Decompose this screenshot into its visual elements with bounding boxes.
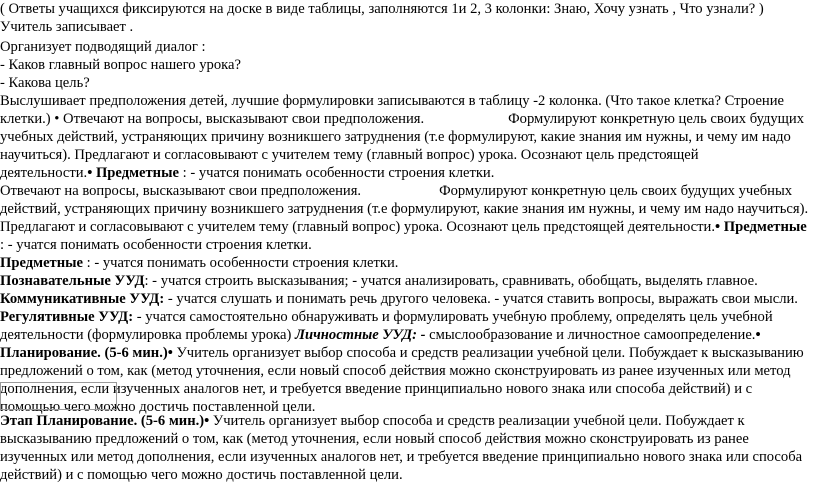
text-run: высказыванию предложений о том, как (метод уточнения, если новый способ действия можно сконструировать из ранее	[0, 431, 749, 447]
paragraph-line	[0, 74, 90, 93]
text-run: : - учатся понимать особенности строения клетки.	[83, 255, 399, 271]
paragraph-line	[0, 164, 494, 183]
text-run: Учитель записывает .	[0, 19, 134, 35]
text-run: деятельности (формулировка проблемы урока)	[0, 327, 296, 343]
text-run: действий) и с помощью чего можно достичь поставленной цели.	[0, 467, 403, 483]
bold-term: • Предметные	[715, 219, 807, 235]
bullet-glyph: •	[755, 327, 761, 343]
text-run: : - учатся понимать особенности строения клетки.	[0, 237, 312, 253]
text-run: ( Ответы учащихся фиксируются на доске в виде таблицы, заполняются 1и 2, 3 колонки: Знаю, Хочу узнать , Что узнали? )	[0, 1, 764, 17]
text-run: - Какова цель?	[0, 75, 90, 91]
bold-term: • Предметные	[87, 165, 179, 181]
paragraph-line	[0, 272, 758, 291]
text-run: Отвечают на вопросы, высказывают свои предположения.	[0, 183, 362, 199]
bold-term: Познавательные УУД	[0, 273, 145, 289]
text-run: клетки.)	[0, 111, 55, 127]
text-run: изученных или метод дополнения, если изученных аналогов нет, и требуется введение принципиально нового знака или способа	[0, 449, 803, 465]
bold-term: Этап Планирование. (5-6 мин.)	[0, 413, 205, 429]
text-run: - учатся слушать и понимать речь другого человека. - учатся ставить вопросы, выражать свои мысли.	[164, 291, 798, 307]
paragraph-line	[0, 92, 784, 111]
text-run: деятельности.	[0, 165, 88, 181]
paragraph-line	[0, 146, 699, 165]
text-run: • Отвечают на вопросы, высказывают свои предположения.	[54, 111, 425, 127]
paragraph-line	[0, 0, 764, 19]
text-run: : - учатся понимать особенности строения клетки.	[178, 165, 495, 181]
paragraph-line	[0, 236, 312, 255]
text-run: Выслушивает предположения детей, лучшие формулировки записываются в таблицу -2 колонка. (Что такое клетка? Строение	[0, 93, 785, 109]
paragraph-line	[0, 218, 807, 237]
bold-term: Предметные	[0, 255, 84, 271]
paragraph-line	[0, 362, 791, 381]
paragraph-line	[0, 430, 749, 449]
bold-term: Планирование. (5-6 мин.)	[0, 345, 168, 361]
paragraph-line	[0, 254, 398, 273]
bold-term: Личностные УУД: -	[295, 327, 426, 343]
paragraph-line	[0, 466, 403, 485]
paragraph-line	[0, 110, 804, 129]
paragraph-line	[0, 18, 133, 37]
text-run: смыслообразование и личностное самоопределение.	[425, 327, 756, 343]
bold-term: Регулятивные УУД:	[0, 309, 134, 325]
paragraph-line	[0, 412, 745, 431]
text-run: Учитель организует выбор способа и средств реализации учебной цели. Побуждает к	[209, 413, 745, 429]
paragraph-line	[0, 128, 791, 147]
text-run: Предлагают и согласовывают с учителем тему (главный вопрос) урока. Осознают цель предстоящей деятельности.	[0, 219, 715, 235]
text-run: действий, устраняющих причину возникшего затруднения (т.е формулируют, какие знания им нужны, и чему им надо научиться).	[0, 201, 809, 217]
bold-term: Коммуникативные УУД:	[0, 291, 165, 307]
paragraph-line	[0, 326, 761, 345]
text-run: - учатся самостоятельно обнаруживать и формулировать учебную проблему, определять цель учебной	[133, 309, 773, 325]
bullet-glyph: •	[167, 345, 173, 361]
text-run: Формулируют конкретную цель своих будущих учебных	[439, 183, 793, 199]
text-run: Организует подводящий диалог :	[0, 39, 206, 55]
paragraph-line	[0, 56, 241, 75]
text-run: дополнения, если изученных аналогов нет, и требуется введение принципиально нового знака или способа действий) и с	[0, 381, 753, 397]
paragraph-line	[0, 182, 792, 201]
text-run: - Каков главный вопрос нашего урока?	[0, 57, 241, 73]
text-run: учебных действий, устраняющих причину возникшего затруднения (т.е формулируют, какие знания им нужны, и чему им надо	[0, 129, 791, 145]
paragraph-line	[0, 200, 808, 219]
paragraph-line	[0, 290, 798, 309]
text-run: Учитель организует выбор способа и средств реализации учебной цели. Побуждает к высказыванию	[172, 345, 804, 361]
paragraph-line	[0, 448, 802, 467]
text-run: : - учатся строить высказывания; - учатся анализировать, сравнивать, обобщать, выделять главное.	[144, 273, 758, 289]
paragraph-line	[0, 308, 773, 327]
text-run: предложений о том, как (метод уточнения, если новый способ действия можно сконструировать из ранее изученных или метод	[0, 363, 791, 379]
text-run: помощью чего можно достичь поставленной цели.	[0, 399, 316, 415]
empty-frame-box	[0, 382, 117, 410]
text-run: Формулируют конкретную цель своих будущих	[508, 111, 805, 127]
text-run: научиться). Предлагают и согласовывают с учителем тему (главный вопрос) урока. Осознают цель предстоящей	[0, 147, 699, 163]
paragraph-line	[0, 38, 206, 57]
bullet-glyph: •	[204, 413, 210, 429]
paragraph-line	[0, 344, 804, 363]
